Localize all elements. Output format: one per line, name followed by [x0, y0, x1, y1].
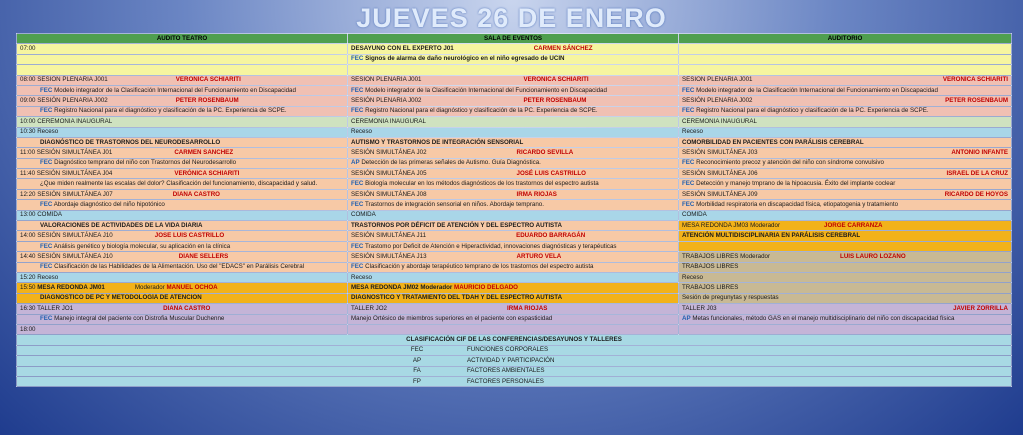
table-row: [17, 117, 1012, 127]
track-title: DIAGNÓSTICO DE PC Y METODOLOGÍA DE ATENCIÓN: [17, 293, 348, 303]
session-cell: 09:00 SESIÓN PLENARIA J002 PETER ROSENBAUM: [17, 96, 348, 106]
session-topic: FEC Registro Nacional para el diagnóstico y clasificación de la PC. Experiencia de SCPE.: [17, 106, 348, 116]
session-cell: Receso: [679, 127, 1012, 137]
classification-code: FEC: [410, 346, 424, 354]
time-cell: 18:00: [17, 324, 348, 334]
session-cell: SESIÓN SIMULTÁNEA J08 IRMA RIOJAS: [348, 189, 679, 199]
session-cell: TALLER J03 JAVIER ZORRILLA: [679, 304, 1012, 314]
session-cell: Sesión de pregunytas y respuestas: [679, 293, 1012, 303]
session-cell: SESION PLENARIA J001 VERONICA SCHIARITI: [348, 75, 679, 85]
session-cell: TRABAJOS LIBRES: [679, 262, 1012, 272]
table-row: [17, 314, 1012, 324]
session-cell: TALLER JO2 IRMA RIOJAS: [348, 304, 679, 314]
table-row: [17, 210, 1012, 220]
table-row: [17, 189, 1012, 199]
session-cell: 11:00 SESIÓN SIMULTÁNEA J01 CARMEN SANCHEZ: [17, 148, 348, 158]
session-topic: FEC Modelo integrador de la Clasificación Internacional del Funcionamiento en Discapacidad: [348, 85, 679, 95]
table-row: [17, 179, 1012, 189]
session-cell: 11:40 SESIÓN SIMULTÁNEA J04 VERÓNICA SCHIARITI: [17, 169, 348, 179]
session-cell: SESIÓN SIMULTÁNEA J02 RICARDO SEVILLA: [348, 148, 679, 158]
table-row: [17, 65, 1012, 75]
session-topic: ¿Que miden realmente las escalas del dolor? Clasificación del funcionamiento, discapacidad y salud.: [17, 179, 348, 189]
session-cell: Receso: [348, 272, 679, 282]
session-topic: AP Detección de las primeras señales de Autismo. Guía Diagnóstica.: [348, 158, 679, 168]
session-cell: Receso: [348, 127, 679, 137]
header-audito-teatro: AUDITO TEATRO: [17, 34, 348, 44]
empty-cell: [17, 54, 348, 64]
table-row: [17, 54, 1012, 64]
table-row: [17, 44, 1012, 54]
session-cell: 14:40 SESIÓN SIMULTÁNEA J10 DIANE SELLERS: [17, 252, 348, 262]
session-cell: COMIDA: [679, 210, 1012, 220]
session-cell: TRABAJOS LIBRES: [679, 283, 1012, 293]
session-topic: FEC Registro Nacional para el diagnóstico y clasificación de la PC. Experiencia de SCPE.: [348, 106, 679, 116]
table-row: [17, 75, 1012, 85]
session-cell: 12:20 SESIÓN SIMULTÁNEA J07 DIANA CASTRO: [17, 189, 348, 199]
time-cell: 10:30 Receso: [17, 127, 348, 137]
page-title: JUEVES 26 DE ENERO: [356, 3, 667, 33]
time-cell: 15:20 Receso: [17, 272, 348, 282]
session-cell: MESA REDONDA JM02 Moderador MAURICIO DELGADO: [348, 283, 679, 293]
session-topic: FEC Trastomo por Deficit de Atención e Hiperactividad, innovaciones diagnósticas y terapéuticas: [348, 241, 679, 251]
session-topic: FEC Morbilidad respiratoria en discapacidad física, etiopatogenia y tratamiento: [679, 200, 1012, 210]
table-row: [17, 324, 1012, 334]
session-cell: SESIÓN SIMULTÁNEA J06 ISRAEL DE LA CRUZ: [679, 169, 1012, 179]
session-topic: FEC Diagnóstico temprano del niño con Trastornos del Neurodesarrollo: [17, 158, 348, 168]
session-cell: TRABAJOS LIBRES Moderador LUIS LAURO LOZANO: [679, 252, 1012, 262]
session-topic: ATENCIÓN MULTIDISCIPLINARIA EN PARÁLISIS CEREBRAL: [679, 231, 1012, 241]
session-topic: FEC Análisis genético y biología molecular, su aplicación en la clínica: [17, 241, 348, 251]
header-auditorio: AUDITORIO: [679, 34, 1012, 44]
table-row: [17, 221, 1012, 231]
session-cell: CEREMONIA INAUGURAL: [348, 117, 679, 127]
schedule-table: [16, 33, 1012, 387]
classification-row: [17, 366, 1012, 376]
session-topic: FEC Reconocimiento precoz y atención del niño con síndrome convulsivo: [679, 158, 1012, 168]
session-cell: MESA REDONDA JM03 Moderador JORGE CARRANZA: [679, 221, 1012, 231]
classification-code: FA: [413, 367, 421, 375]
empty-cell: [679, 241, 1012, 251]
time-cell: 10:00 CEREMONIA INAUGURAL: [17, 117, 348, 127]
empty-cell: [679, 44, 1012, 54]
table-row: [17, 137, 1012, 147]
table-row: [17, 169, 1012, 179]
table-row: [17, 158, 1012, 168]
table-row: [17, 283, 1012, 293]
classification-label: FACTORES PERSONALES: [467, 377, 544, 385]
classification-label: FACTORES AMBIENTALES: [467, 367, 545, 375]
session-cell: Receso: [679, 272, 1012, 282]
track-title: AUTISMO Y TRASTORNOS DE INTEGRACIÓN SENSORIAL: [348, 137, 679, 147]
session-cell: SESIÓN SIMULTÁNEA J13 ARTURO VELA: [348, 252, 679, 262]
session-cell: DESAYUNO CON EL EXPERTO J01 CARMEN SÁNCHEZ: [348, 44, 679, 54]
table-row: [17, 252, 1012, 262]
classification-code: FP: [413, 377, 421, 385]
classification-row: [17, 345, 1012, 355]
classification-row: [17, 356, 1012, 366]
session-cell: SESIÓN PLENARIA J002 PETER ROSENBAUM: [679, 96, 1012, 106]
session-topic: FEC Modelo integrador de la Clasificación Internacional del Funcionamiento en Discapacidad: [679, 85, 1012, 95]
track-title: DIAGNÓSTICO Y TRATAMIENTO DEL TDAH Y DEL ESPECTRO AUTISTA: [348, 293, 679, 303]
table-row: [17, 106, 1012, 116]
session-topic: FEC Biología molecular en los métodos diagnósticos de los trastornos del espectro autista: [348, 179, 679, 189]
session-topic: FEC Clasificación de las Habilidades de la Alimentación. Uso del "EDACS" en Parálisis Cerebral: [17, 262, 348, 272]
classification-code: AP: [412, 356, 422, 364]
session-cell: SESIÓN SIMULTÁNEA J03 ANTONIO INFANTE: [679, 148, 1012, 158]
session-topic: FEC Registro Nacional para el diagnóstico y clasificación de la PC. Experiencia de SCPE.: [679, 106, 1012, 116]
header-sala-eventos: SALA DE EVENTOS: [348, 34, 679, 44]
track-title: TRASTORNOS POR DÉFICIT DE ATENCIÓN Y DEL ESPECTRO AUTISTA: [348, 221, 679, 231]
session-cell: SESIÓN SIMULTÁNEA J09 RICARDO DE HOYOS: [679, 189, 1012, 199]
header-row: [17, 34, 1012, 44]
track-title: DIAGNÓSTICO DE TRASTORNOS DEL NEURODESARROLLO: [17, 137, 348, 147]
table-row: [17, 127, 1012, 137]
session-cell: CEREMONIA INAUGURAL: [679, 117, 1012, 127]
session-cell: SESIÓN PLENARIA J002 PETER ROSENBAUM: [348, 96, 679, 106]
table-row: [17, 293, 1012, 303]
classification-label: FUNCIONES CORPORALES: [467, 346, 549, 354]
session-topic: Manejo Ortésico de miembros superiores en el paciente con espasticidad: [348, 314, 679, 324]
session-cell: SESION PLENARIA J001 VERONICA SCHIARITI: [679, 75, 1012, 85]
table-row: [17, 85, 1012, 95]
empty-cell: [679, 54, 1012, 64]
classification-title-row: [17, 335, 1012, 345]
classification-row: [17, 376, 1012, 386]
session-cell: COMIDA: [348, 210, 679, 220]
table-row: [17, 200, 1012, 210]
classification-label: ACTIVIDAD Y PARTICIPACIÓN: [467, 356, 555, 364]
time-cell: 07:00: [17, 44, 348, 54]
time-cell: 13:00 COMIDA: [17, 210, 348, 220]
track-title: COMORBILIDAD EN PACIENTES CON PARÁLISIS CEREBRAL: [679, 137, 1012, 147]
session-topic: FEC Manejo integral del paciente con Distrofia Muscular Duchenne: [17, 314, 348, 324]
session-cell: 16:30 TALLER JO1 DIANA CASTRO: [17, 304, 348, 314]
session-cell: 14:00 SESIÓN SIMULTÁNEA J10 JOSE LUIS CASTRILLO: [17, 231, 348, 241]
session-cell: 08:00 SESION PLENARIA J001 VERONICA SCHIARITI: [17, 75, 348, 85]
table-row: [17, 148, 1012, 158]
session-topic: FEC Modelo integrador de la Clasificación Internacional del Funcionamiento en Discapacidad: [17, 85, 348, 95]
table-row: [17, 96, 1012, 106]
table-row: [17, 272, 1012, 282]
session-cell: 15:50 MESA REDONDA JM01 Moderador MANUEL OCHOA: [17, 283, 348, 293]
session-topic: FEC Detección y manejo tmprano de la hipoacusia. Éxito del implante coclear: [679, 179, 1012, 189]
session-topic: FEC Clasificación y abordaje terapéutico temprano de los trastornos del espectro autista: [348, 262, 679, 272]
session-topic: FEC Trastornos de integración sensorial en niños. Abordaje temprano.: [348, 200, 679, 210]
table-row: [17, 231, 1012, 241]
classification-title: CLASIFICACIÓN CIF DE LAS CONFERENCIAS/DESAYUNOS Y TALLERES: [17, 335, 1012, 345]
track-title: VALORACIONES DE ACTIVIDADES DE LA VIDA DIARIA: [17, 221, 348, 231]
session-topic: FEC Signos de alarma de daño neurológico en el niño egresado de UCIN: [348, 54, 679, 64]
session-topic: FEC Abordaje diagnóstico del niño hipotónico: [17, 200, 348, 210]
table-row: [17, 304, 1012, 314]
table-row: [17, 241, 1012, 251]
session-cell: SESIÓN SIMULTÁNEA J05 JOSÉ LUIS CASTRILLO: [348, 169, 679, 179]
session-cell: SESIÓN SIMULTÁNEA J11 EDUARDO BARRAGÁN: [348, 231, 679, 241]
session-topic: AP Metas funcionales, método GAS en el manejo multidisciplinario del niño con discapacidad física: [679, 314, 1012, 324]
table-row: [17, 262, 1012, 272]
